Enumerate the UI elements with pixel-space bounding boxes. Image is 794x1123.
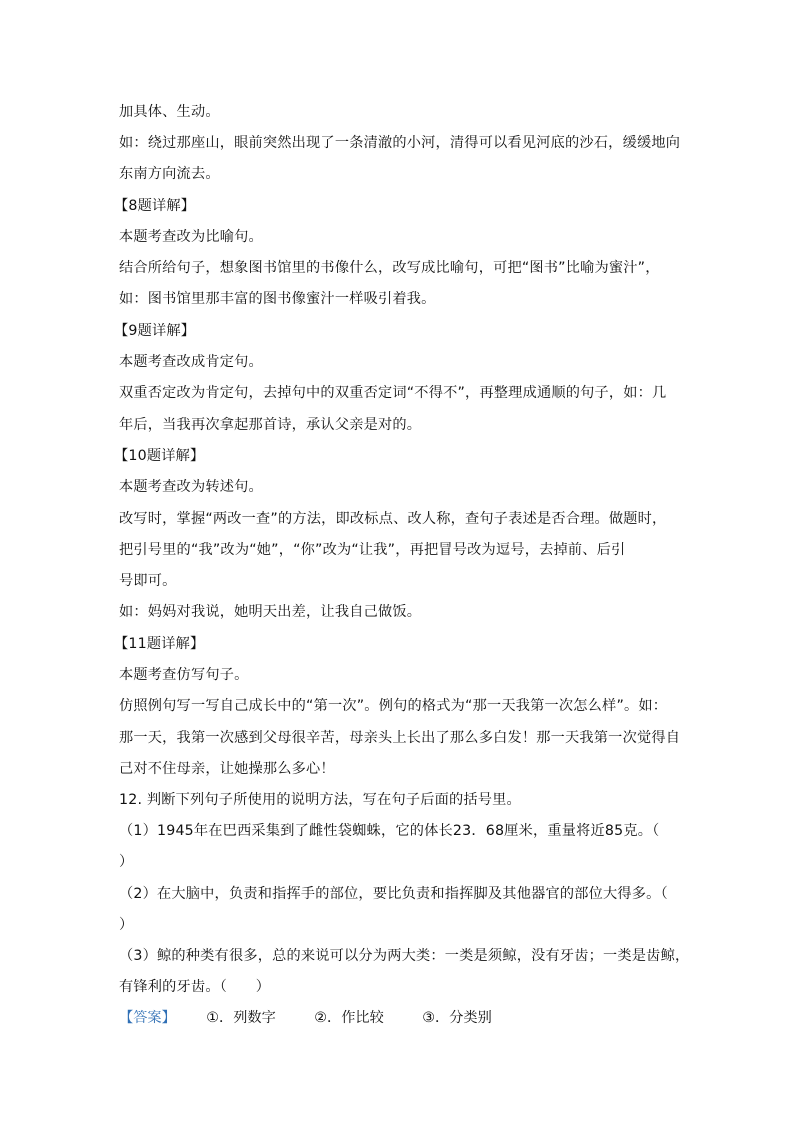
answer-label: 【答案】: [119, 1010, 176, 1026]
text-line: 号即可。: [119, 573, 177, 589]
question-item: （3）鲸的种类有很多，总的来说可以分为两大类：一类是须鲸，没有牙齿；一类是齿鲸，: [119, 948, 690, 964]
section-heading: 【8题详解】: [114, 198, 196, 214]
text-line: 己对不住母亲，让她操那么多心！: [119, 761, 335, 777]
text-line: 如：绕过那座山，眼前突然出现了一条清澈的小河，清得可以看见河底的沙石，缓缓地向: [119, 135, 681, 151]
text-line: 本题考查改成肯定句。: [119, 354, 263, 370]
text-line: 仿照例句写一写自己成长中的“第一次”。例句的格式为“那一天我第一次怎么样”。如：: [119, 698, 668, 714]
text-line: 如：图书馆里那丰富的图书像蜜汁一样吸引着我。: [119, 291, 436, 307]
answer-item: ③．分类别: [422, 1010, 492, 1026]
text-line: 本题考查改为比喻句。: [119, 229, 263, 245]
text-line: 把引号里的“我”改为“她”，“你”改为“让我”，再把冒号改为逗号，去掉前、后引: [119, 542, 626, 558]
section-heading: 【11题详解】: [114, 636, 205, 652]
answer-row: [119, 1008, 526, 1028]
text-line: 如：妈妈对我说，她明天出差，让我自己做饭。: [119, 604, 422, 620]
question-item-bracket: ）: [119, 854, 134, 870]
answer-item: ①．列数字: [206, 1010, 276, 1026]
question-title: 12. 判断下列句子所使用的说明方法，写在句子后面的括号里。: [119, 792, 521, 808]
text-line: 本题考查改为转述句。: [119, 479, 263, 495]
section-heading: 【9题详解】: [114, 323, 196, 339]
text-line: 改写时，掌握“两改一查”的方法，即改标点、改人称，查句子表述是否合理。做题时，: [119, 511, 667, 527]
text-line: 双重否定改为肯定句，去掉句中的双重否定词“不得不”，再整理成通顺的句子，如：几: [119, 385, 667, 401]
question-item: 有锋利的牙齿。（ ）: [119, 979, 271, 995]
answer-item: ②．作比较: [314, 1010, 384, 1026]
text-line: 加具体、生动。: [119, 104, 220, 120]
question-item: （1）1945年在巴西采集到了雌性袋蜘蛛，它的体长23．68厘米，重量将近85克。（: [119, 823, 660, 839]
text-line: 年后，当我再次拿起那首诗，承认父亲是对的。: [119, 417, 422, 433]
question-item-bracket: ）: [119, 917, 134, 933]
question-item: （2）在大脑中，负责和指挥手的部位，要比负责和指挥脚及其他器官的部位大得多。（: [119, 886, 668, 902]
section-heading: 【10题详解】: [114, 448, 205, 464]
text-line: 那一天，我第一次感到父母很辛苦，母亲头上长出了那么多白发！那一天我第一次觉得自: [119, 730, 681, 746]
text-line: 本题考查仿写句子。: [119, 667, 249, 683]
text-line: 东南方向流去。: [119, 166, 220, 182]
text-line: 结合所给句子，想象图书馆里的书像什么，改写成比喻句，可把“图书”比喻为蜜汁”，: [119, 260, 660, 276]
